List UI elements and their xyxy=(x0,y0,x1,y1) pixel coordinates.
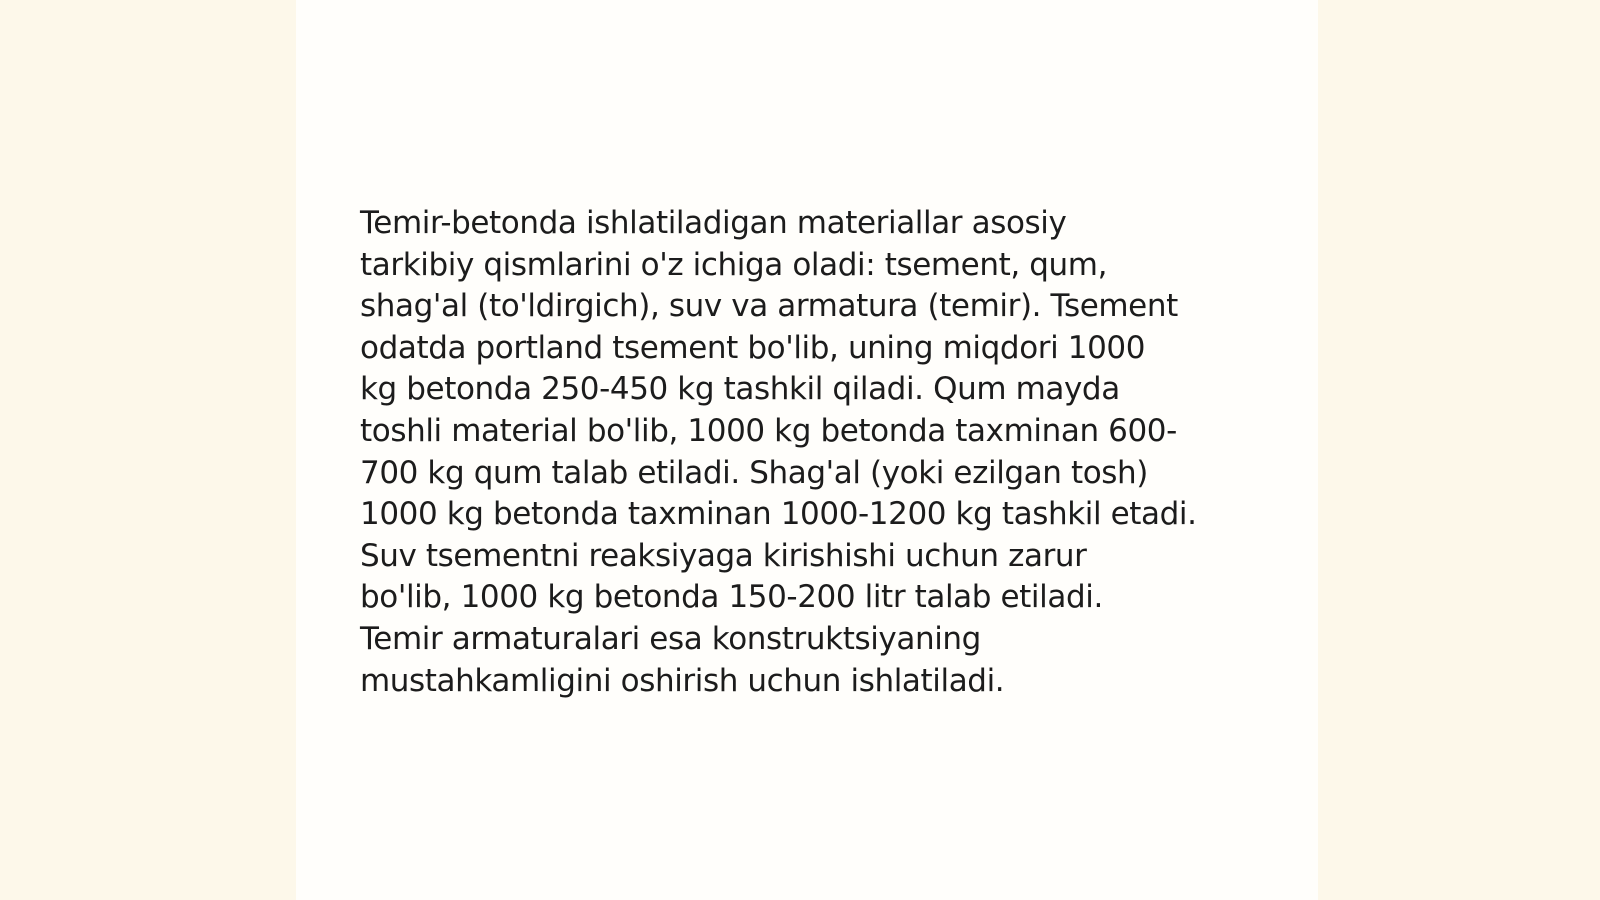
paragraph-line: Temir armaturalari esa konstruktsiyaning xyxy=(360,620,981,657)
paragraph-line: Suv tsementni reaksiyaga kirishishi uchun zarur xyxy=(360,537,1087,574)
paragraph-line: 1000 kg betonda taxminan 1000-1200 kg tashkil etadi. xyxy=(360,496,1197,533)
slide-body-paragraph xyxy=(360,203,1250,702)
paragraph-line: mustahkamligini oshirish uchun ishlatiladi. xyxy=(360,662,1005,699)
paragraph-line: tarkibiy qismlarini o'z ichiga oladi: tsement, qum, xyxy=(360,246,1108,283)
paragraph-line: 700 kg qum talab etiladi. Shag'al (yoki ezilgan tosh) xyxy=(360,454,1148,491)
paragraph-line: toshli material bo'lib, 1000 kg betonda taxminan 600- xyxy=(360,412,1177,449)
paragraph-line: odatda portland tsement bo'lib, uning miqdori 1000 xyxy=(360,329,1146,366)
paragraph-line: kg betonda 250-450 kg tashkil qiladi. Qum mayda xyxy=(360,371,1120,408)
slide-panel xyxy=(296,0,1318,900)
paragraph-line: Temir-betonda ishlatiladigan materiallar asosiy xyxy=(360,205,1067,241)
paragraph-line: bo'lib, 1000 kg betonda 150-200 litr talab etiladi. xyxy=(360,579,1103,616)
paragraph-line: shag'al (to'ldirgich), suv va armatura (temir). Tsement xyxy=(360,288,1178,325)
